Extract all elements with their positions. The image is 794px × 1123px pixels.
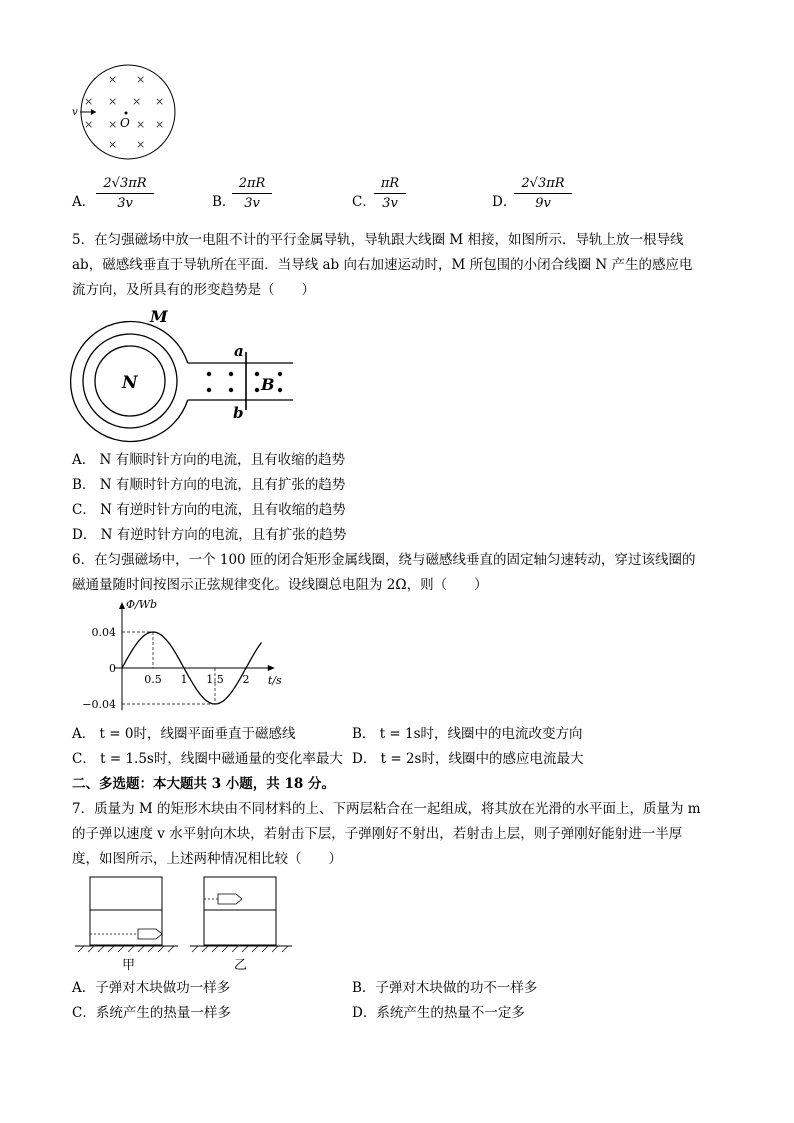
label-b: b	[233, 404, 244, 422]
option-letter: A．	[72, 194, 96, 210]
y-axis-arrow	[119, 602, 125, 609]
center-label: O	[120, 116, 130, 130]
label-jia: 甲	[122, 958, 136, 973]
option-a: A． t = 0时，线圈平面垂直于磁感线	[72, 726, 296, 742]
option-d: D． t = 2s时，线圈中的感应电流最大	[352, 751, 584, 767]
q5-options	[72, 448, 346, 548]
cross-mark: ×	[84, 95, 94, 108]
option-d-fraction: 2√3πR 9v	[514, 176, 572, 211]
y-tick-label: 0.04	[91, 626, 116, 639]
velocity-label: v	[72, 107, 78, 118]
y-tick-label: 0	[109, 662, 116, 675]
q5-line: 5．在匀强磁场中放一电阻不计的平行金属导轨，导轨跟大线圈 M 相接，如图所示．导轨上放一根导线	[72, 232, 684, 248]
q7-figure	[70, 872, 310, 974]
cross-mark: ×	[108, 95, 118, 108]
option-letter: D．	[492, 194, 517, 210]
q6-line: 磁通量随时间按图示正弦规律变化。设线圈总电阻为 2Ω，则（ ）	[72, 577, 488, 593]
cross-mark: ×	[155, 95, 165, 108]
option-b: B．子弹对木块做的功不一样多	[352, 980, 538, 996]
q7-line: 的子弹以速度 v 水平射向木块，若射击下层，子弹刚好不射出，若射击上层，则子弹刚好能射进一半厚	[72, 826, 683, 842]
option-d: D．系统产生的热量不一定多	[352, 1005, 525, 1021]
q6-stem	[72, 548, 695, 598]
cross-mark: ×	[155, 118, 165, 131]
option-c: C． N 有逆时针方向的电流，且有收缩的趋势	[72, 502, 346, 518]
cross-mark: ×	[108, 118, 118, 131]
x-tick-label: 2	[242, 673, 250, 686]
option-c-fraction: πR 3v	[374, 176, 406, 211]
cross-mark: ×	[136, 138, 146, 151]
y-tick-label: −0.04	[82, 698, 116, 711]
q5-stem	[72, 228, 692, 303]
q7-line: 度，如图所示，上述两种情况相比较（ ）	[72, 851, 342, 867]
bullet-yi	[218, 894, 242, 904]
q4-figure	[70, 60, 190, 165]
q7-stem	[72, 797, 701, 872]
label-m: M	[150, 307, 168, 326]
option-d: D． N 有逆时针方向的电流，且有扩张的趋势	[72, 527, 347, 543]
y-axis-label: Φ/Wb	[126, 598, 158, 611]
q5-figure	[70, 306, 300, 431]
cross-mark: ×	[84, 118, 94, 131]
option-b-fraction: 2πR 3v	[232, 176, 272, 211]
option-b: B． t = 1s时，线圈中的电流改变方向	[352, 726, 583, 742]
cross-mark: ×	[132, 95, 142, 108]
section-heading: 二、多选题：本大题共 3 小题，共 18 分。	[72, 776, 335, 792]
label-yi: 乙	[234, 958, 248, 973]
bullet-jia	[138, 929, 162, 939]
option-c: C．系统产生的热量一样多	[72, 1005, 231, 1021]
cross-mark: ×	[108, 138, 118, 151]
x-tick-label: 0.5	[144, 673, 162, 686]
label-n: N	[122, 373, 138, 393]
x-tick-label: 1	[180, 673, 188, 686]
option-c: C． t = 1.5s时，线圈中磁通量的变化率最大	[72, 751, 343, 767]
cross-mark: ×	[108, 73, 118, 86]
label-a: a	[234, 342, 244, 360]
flux-chart	[70, 598, 282, 718]
option-a-fraction: 2√3πR 3v	[96, 176, 154, 211]
cross-mark: ×	[136, 118, 146, 131]
block-yi	[204, 877, 276, 945]
q5-line: ab，磁感线垂直于导轨所在平面．当导线 ab 向右加速运动时，M 所包围的小闭合线圈 N 产生的感应电	[72, 257, 693, 273]
option-a: A．子弹对木块做功一样多	[72, 980, 231, 996]
option-a: A． N 有顺时针方向的电流，且有收缩的趋势	[72, 452, 346, 468]
q6-line: 6．在匀强磁场中，一个 100 匝的闭合矩形金属线圈，绕与磁感线垂直的固定轴匀速转动，穿过该线圈的	[72, 552, 696, 568]
option-letter: C．	[352, 194, 376, 210]
x-axis-label: t/s	[267, 674, 282, 687]
cross-mark: ×	[136, 73, 146, 86]
q5-line: 流方向，及所具有的形变趋势是（ ）	[72, 282, 315, 298]
label-field-b: B	[261, 375, 275, 394]
option-letter: B．	[212, 194, 236, 210]
x-axis-arrow	[268, 665, 275, 671]
x-tick-label: 1.5	[206, 673, 224, 686]
q7-line: 7．质量为 M 的矩形木块由不同材料的上、下两层粘合在一起组成，将其放在光滑的水平面上，质量为 m	[72, 801, 701, 817]
option-b: B． N 有顺时针方向的电流，且有扩张的趋势	[72, 477, 346, 493]
